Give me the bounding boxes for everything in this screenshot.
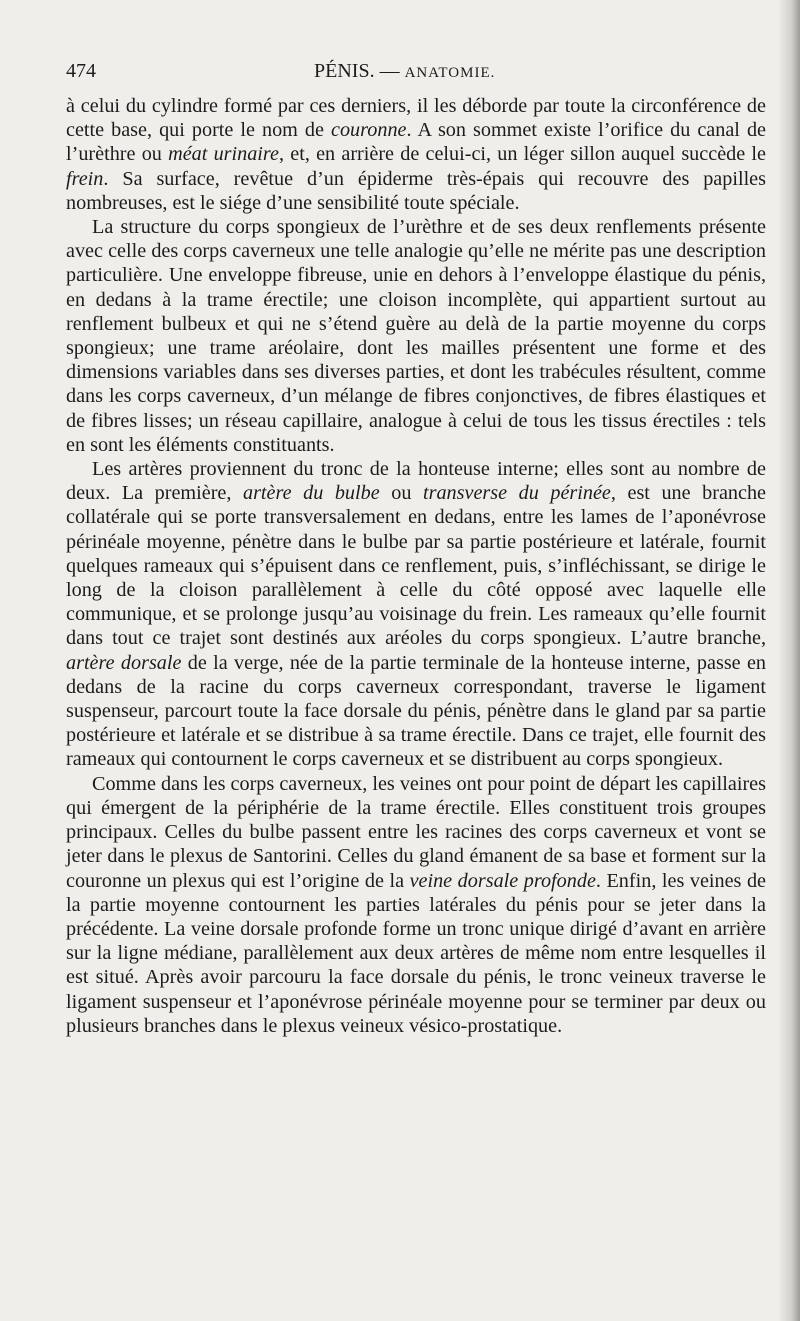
text-run: , est une branche collatérale qui se porte transversalement en dedans, entre les lames de l’aponévrose périnéale moyenne, pénètre dans le bulbe par sa partie postérieure et latérale, fournit quelques rameaux qui s’épuisent dans ce renflement, puis, s’infléchissant, se dirige le long de la cloison parallèlement à celle du côté opposé avec laquelle elle communique, et se prolonge jusqu’au voisinage du frein. Les rameaux qu’elle fournit dans tout ce trajet sont destinés aux aréoles du corps spongieux. L’autre branche,	[66, 482, 767, 650]
paragraph-2	[66, 215, 766, 457]
paragraph-4	[66, 772, 766, 1038]
text-run: à celui du cylindre formé par ces derniers, il les déborde par toute la circonférence de cette base, qui porte le nom de	[66, 95, 766, 142]
text-run: de la verge, née de la partie terminale de la honteuse interne, passe en dedans de la racine du corps caverneux correspondant, traverse le ligament suspenseur, parcourt toute la face dorsale du pénis, pénètre dans le gland par sa partie postérieure et latérale et se distribue à sa trame érectile. Dans ce trajet, elle fournit des rameaux qui contournent le corps caverneux et se distribuent au corps spongieux.	[66, 651, 766, 771]
text-run: . A son sommet existe l’orifice du canal de l’urèthre ou	[66, 119, 766, 166]
chapter-title: PÉNIS.	[314, 60, 375, 82]
text-run: ou	[379, 482, 423, 505]
text-run: La structure du corps spongieux de l’urèthre et de ses deux renflements présente avec celle des corps caverneux une telle analogie qu’elle ne mérite pas une description particulière. Une enveloppe fibreuse, unie en dehors à l’enveloppe élastique du pénis, en dedans à la trame érectile; une cloison incomplète, qui appartient surtout au renflement bulbeux et qui ne s’étend guère au delà de la partie moyenne du corps spongieux; une trame aréolaire, dont les mailles présentent une forme et des dimensions variables dans ses diverses parties, et dont les trabécules résultent, comme dans les corps caverneux, d’un mélange de fibres conjonctives, de fibres élastiques et de fibres lisses; un réseau capillaire, analogue à celui de tous les tissus érectiles : tels en sont les éléments constituants.	[66, 216, 766, 456]
term-transverse-du-perinee: transverse du périnée	[422, 482, 611, 505]
title-separator: —	[379, 60, 400, 82]
page-edge-shadow	[778, 0, 800, 1321]
running-title	[314, 58, 495, 86]
term-artere-du-bulbe: artère du bulbe	[242, 482, 380, 505]
text-run: Comme dans les corps caverneux, les veines ont pour point de départ les capillaires qui émergent de la périphérie de la trame érectile. Elles constituent trois groupes principaux. Celles du bulbe passent entre les racines des corps caverneux et vont se jeter dans le plexus de Santorini. Celles du gland émanent de sa base et forment sur la couronne un plexus qui est l’origine de la	[66, 772, 766, 892]
term-meat-urinaire: méat urinaire	[168, 143, 279, 166]
text-run: . Sa surface, revêtue d’un épiderme très-épais qui recouvre des papilles nombreuses, est le siége d’une sensibilité toute spéciale.	[66, 167, 766, 214]
text-run: Les artères proviennent du tronc de la honteuse interne; elles sont au nombre de deux. La première,	[66, 458, 766, 505]
text-run: , et, en arrière de celui-ci, un léger sillon auquel succède le	[279, 143, 766, 166]
text-run: . Enfin, les veines de la partie moyenne contournent les parties latérales du pénis pour se jeter dans la précédente. La veine dorsale profonde forme un tronc unique dirigé d’avant en arrière sur la ligne médiane, parallèlement aux deux artères de même nom entre lesquelles il est situé. Après avoir parcouru la face dorsale du pénis, le tronc veineux traverse le ligament suspenseur et l’aponévrose périnéale moyenne pour se terminer par deux ou plusieurs branches dans le plexus veineux vésico-prostatique.	[66, 869, 766, 1037]
paragraph-3	[66, 457, 766, 772]
running-head	[66, 58, 766, 84]
term-artere-dorsale: artère dorsale	[66, 651, 182, 674]
paragraph-1	[66, 94, 766, 215]
page-number: 474	[66, 60, 96, 82]
body-text	[66, 94, 766, 1038]
section-title: ANATOMIE.	[404, 65, 496, 81]
term-veine-dorsale-profonde: veine dorsale profonde	[409, 869, 596, 892]
term-couronne: couronne	[331, 119, 407, 142]
term-frein: frein	[66, 167, 104, 190]
